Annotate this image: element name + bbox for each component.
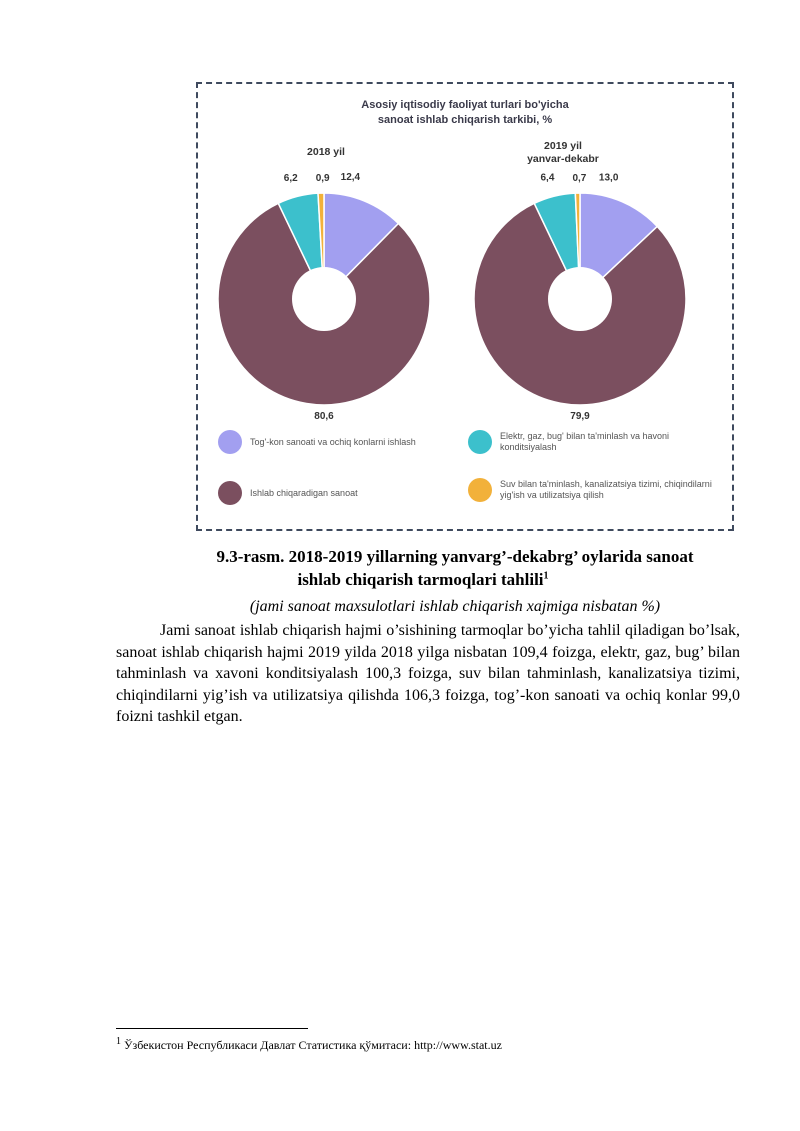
legend-item-mining — [218, 430, 448, 454]
figure-caption-line-1: 9.3-rasm. 2018-2019 yillarning yanvarg’-dekabrg’ oylarida sanoat — [216, 547, 694, 566]
legend-item-water — [468, 478, 718, 502]
value-label-2018-electricity: 6,2 — [283, 172, 298, 184]
footnote-ref: 1 — [543, 570, 549, 582]
pie-label-2019-line-1: 2019 yil — [544, 140, 582, 152]
value-label-2019-mining: 13,0 — [598, 172, 619, 184]
pie-label-2018-line-1: 2018 yil — [307, 146, 345, 158]
legend-swatch-mining — [218, 430, 242, 454]
body-paragraph: Jami sanoat ishlab chiqarish hajmi o’sishining tarmoqlar bo’yicha tahlil qiladigan bo’lsak, sanoat ishlab chiqarish hajmi 2019 yilda 2018 yilga nisbatan 109,4 foizga, elektr, gaz, bug’ bilan tahminlash va xavoni konditsiyalash 100,3 foizga, suv bilan tahminlash, kanalizatsiya tizimi, chiqindilarni yig’ish va utilizatsiya qilishda 106,3 foizga, tog’-kon sanoati va ochiq konlar 99,0 foizni tashkil etgan. — [116, 622, 740, 725]
legend-item-electricity — [468, 430, 708, 454]
legend-label-water: Suv bilan ta'minlash, kanalizatsiya tizimi, chiqindilarni yig'ish va utilizatsiya qilish — [500, 479, 712, 500]
legend-swatch-manufacturing — [218, 481, 242, 505]
legend-label-electricity: Elektr, gaz, bug' bilan ta'minlash va havoni konditsiyalash — [500, 431, 670, 452]
legend-item-manufacturing — [218, 481, 448, 505]
chart-frame — [196, 82, 734, 531]
legend-swatch-electricity — [468, 430, 492, 454]
chart-title-line-1: Asosiy iqtisodiy faoliyat turlari bo'yicha — [361, 99, 569, 111]
donut-hole-2019 — [548, 267, 612, 331]
footnote-text: Ўзбекистон Республикаси Давлат Статистика қўмитаси: http://www.stat.uz — [121, 1038, 502, 1052]
value-label-2018-manufacturing: 80,6 — [314, 411, 334, 422]
value-label-2018-mining: 12,4 — [340, 172, 361, 184]
donut-hole-2018 — [292, 267, 356, 331]
value-label-2019-manufacturing: 79,9 — [570, 411, 590, 422]
legend-label-mining: Tog'-kon sanoati va ochiq konlarni ishlash — [250, 436, 416, 447]
footnote-number: 1 — [116, 1036, 121, 1047]
pie-charts — [198, 84, 732, 529]
figure-caption-line-2 — [0, 569, 800, 591]
value-label-2019-electricity: 6,4 — [540, 172, 555, 184]
chart-title-line-2: sanoat ishlab chiqarish tarkibi, % — [377, 114, 553, 126]
value-label-2018-water: 0,9 — [315, 173, 330, 185]
figure-caption-line-2-text: ishlab chiqarish tarmoqlari tahlili — [297, 570, 544, 589]
legend-label-manufacturing: Ishlab chiqaradigan sanoat — [250, 487, 358, 498]
value-label-2019-water: 0,7 — [572, 173, 587, 185]
legend-swatch-water — [468, 478, 492, 502]
pie-label-2019-line-2: yanvar-dekabr — [527, 153, 599, 165]
footnote-separator — [116, 1028, 308, 1029]
figure-subcaption: (jami sanoat maxsulotlari ishlab chiqarish xajmiga nisbatan %) — [249, 598, 661, 615]
footnote — [116, 1038, 502, 1053]
